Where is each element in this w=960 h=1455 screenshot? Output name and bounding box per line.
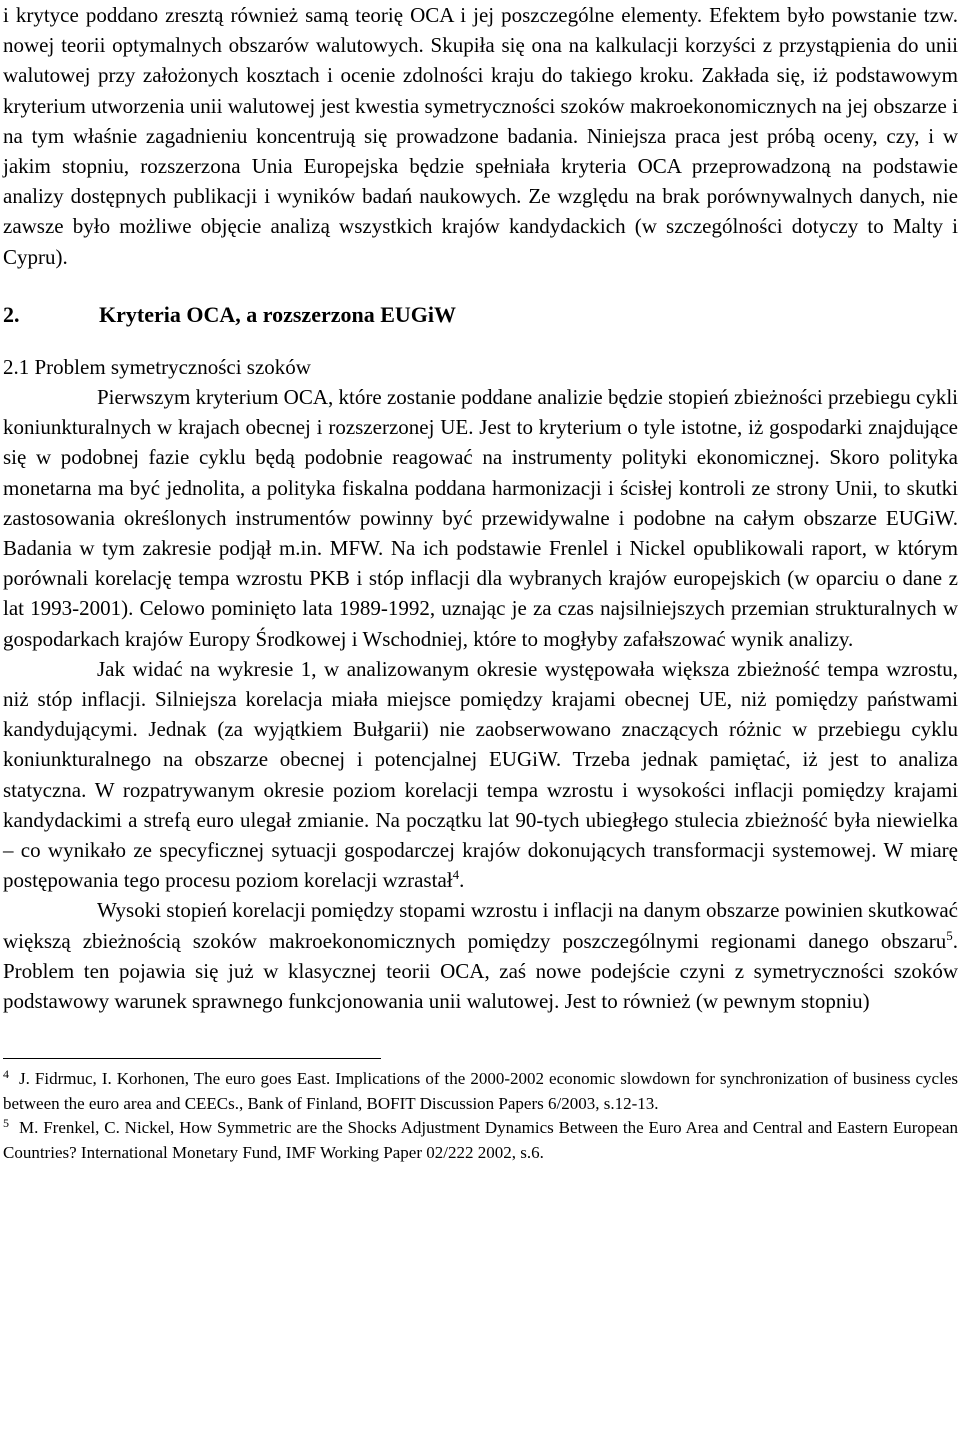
footnote-5-number: 5 — [3, 1115, 9, 1130]
document-page — [3, 0, 958, 1166]
body-paragraph-3 — [3, 895, 958, 1016]
body-paragraph-1 — [3, 382, 958, 654]
paragraph-3-text-end: . Problem ten pojawia się już w klasycznej teorii OCA, zaś nowe podejście czyni z symetryczności szoków podstawowy warunek sprawnego funkcjonowania unii walutowej. Jest to również (w pewnym stopniu) — [3, 928, 958, 1014]
section-title: Kryteria OCA, a rozszerzona EUGiW — [99, 301, 457, 327]
paragraph-3-text: Wysoki stopień korelacji pomiędzy stopami wzrostu i inflacji na danym obszarze powinien skutkować większą zbieżnością szoków makroekonomicznych pomiędzy poszczególnymi regionami danego obszaru — [3, 898, 958, 953]
paragraph-2-text: Jak widać na wykresie 1, w analizowanym okresie występowała większa zbieżność tempa wzrostu, niż stóp inflacji. Silniejsza korelacja miała miejsce pomiędzy krajami obecnej UE, niż pomiędzy państwami kandydującymi. Jednak (za wyjątkiem Bułgarii) nie zaobserwowano znaczących różnic w przebiegu cyklu koniunkturalnego na obszarze obecnej i potencjalnej EUGiW. Trzeba jednak pamiętać, iż jest to analiza statyczna. W rozpatrywanym okresie poziom korelacji tempa wzrostu i wysokości inflacji pomiędzy krajami kandydackimi a strefą euro ulegał zmianie. Na początku lat 90-tych ubiegłego stulecia zbieżność była niewielka – co wynikało ze specyficznej sytuacji gospodarczej krajów dokonujących transformacji systemowej. W miarę postępowania tego procesu poziom korelacji wzrastał — [3, 656, 958, 893]
paragraph-1-text: Pierwszym kryterium OCA, które zostanie poddane analizie będzie stopień zbieżności przebiegu cykli koniunkturalnych w krajach obecnej i rozszerzonej UE. Jest to kryterium o tyle istotne, iż gospodarki znajdujące się w podobnej fazie cyklu będą podobnie reagować na instrumenty polityki ekonomicznej. Skoro polityka monetarna ma być jednolita, a polityka fiskalna poddana harmonizacji i ścisłej kontroli ze strony Unii, to skutki zastosowania określonych instrumentów powinny być przewidywalne i podobne na całym obszarze EUGiW. Badania w tym zakresie podjął m.in. MFW. Na ich podstawie Frenlel i Nickel opublikowali raport, w którym porównali korelację tempa wzrostu PKB i stóp inflacji dla wybranych krajów europejskich (w oparciu o dane z lat 1993-2001). Celowo pominięto lata 1989-1992, uznając je za czas najsilniejszych przemian strukturalnych w gospodarkach krajów Europy Środkowej i Wschodniej, które to mogłyby zafałszować wynik analizy. — [3, 385, 958, 651]
footnote-5-text: M. Frenkel, C. Nickel, How Symmetric are the Shocks Adjustment Dynamics Between the Euro Area and Central and Eastern European Countries? International Monetary Fund, IMF Working Paper 02/222 2002, s.6. — [3, 1118, 958, 1163]
footnote-separator — [3, 1058, 381, 1059]
footnote-4 — [3, 1067, 958, 1116]
subsection-heading: 2.1 Problem symetryczności szoków — [3, 354, 311, 379]
footnote-5 — [3, 1116, 958, 1165]
footnote-4-number: 4 — [3, 1066, 9, 1081]
body-paragraph-2 — [3, 654, 958, 896]
intro-paragraph: i krytyce poddano zresztą również samą teorię OCA i jej poszczególne elementy. Efektem było powstanie tzw. nowej teorii optymalnych obszarów walutowych. Skupiła się ona na kalkulacji korzyści z przystąpienia do unii walutowej przy założonych kosztach i ocenie zdolności kraju do takiego kroku. Zakłada się, iż podstawowym kryterium utworzenia unii walutowej jest kwestia symetryczności szoków makroekonomicznych na jej obszarze i na tym właśnie zagadnieniu koncentrują się prowadzone badania. Niniejsza praca jest próbą oceny, czy, i w jakim stopniu, rozszerzona Unia Europejska będzie spełniała kryteria OCA przeprowadzoną na podstawie analizy dostępnych publikacji i wyników badań naukowych. Ze względu na brak porównywalnych danych, nie zawsze było możliwe objęcie analizą wszystkich krajów kandydackich (w szczególności dotyczy to Malty i Cypru). — [3, 3, 958, 269]
paragraph-2-text-end: . — [459, 868, 465, 893]
footnote-4-text: J. Fidrmuc, I. Korhonen, The euro goes East. Implications of the 2000-2002 economic slowdown for synchronization of business cycles between the euro area and CEECs., Bank of Finland, BOFIT Discussion Papers 6/2003, s.12-13. — [3, 1069, 958, 1113]
footnote-ref-5[interactable]: 5 — [946, 927, 953, 943]
section-heading — [3, 300, 958, 330]
footnote-ref-4[interactable]: 4 — [452, 867, 460, 883]
section-number: 2. — [3, 301, 20, 327]
